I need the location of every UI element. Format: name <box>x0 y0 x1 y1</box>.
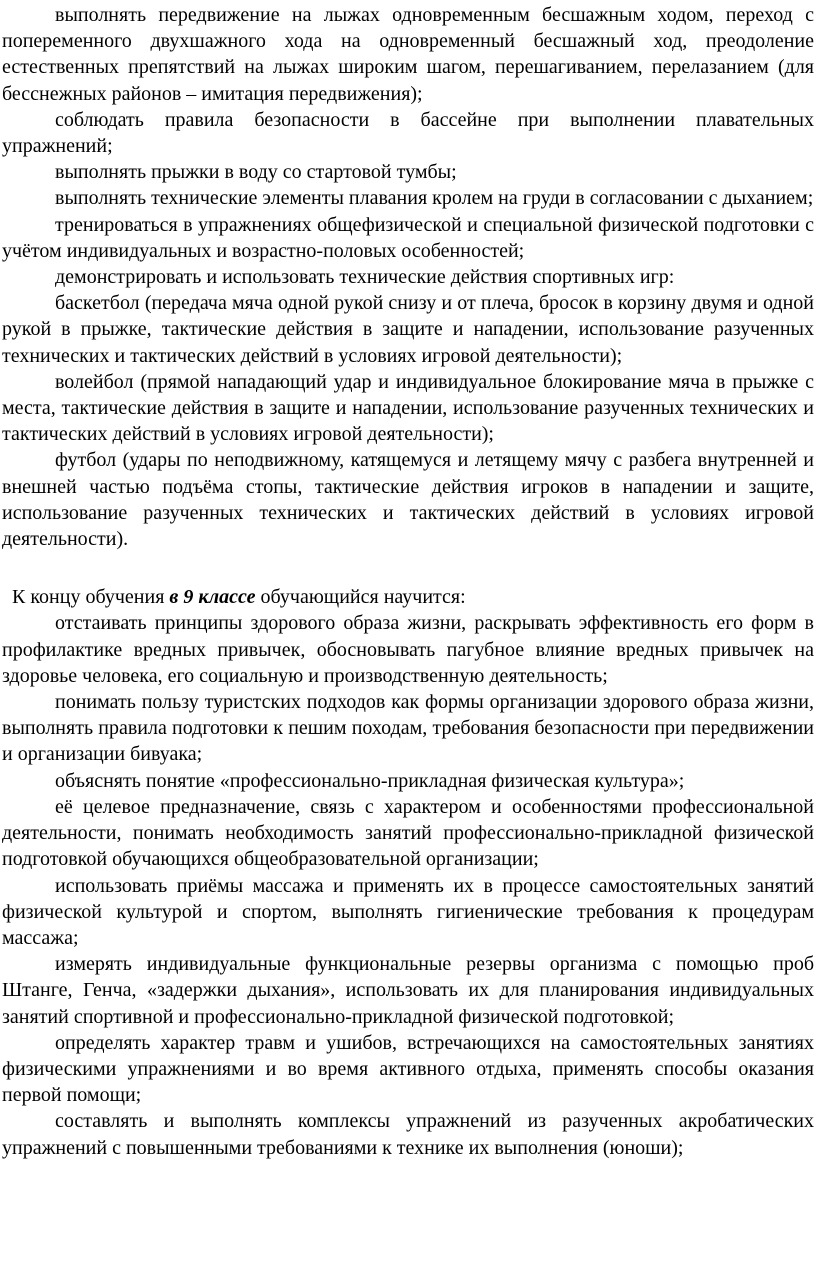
paragraph-healthy-lifestyle: отстаивать принципы здорового образа жизни, раскрывать эффективность его форм в профилактике вредных привычек, обосновывать пагубное влияние вредных привычек на здоровье человека, его социальную и производственную деятельность; <box>2 612 814 687</box>
heading-suffix: обучающийся научится: <box>255 586 466 609</box>
paragraph-sports-games: демонстрировать и использовать технические действия спортивных игр: <box>55 266 675 289</box>
paragraph-injuries: определять характер травм и ушибов, встречающихся на самостоятельных занятиях физическими упражнениями и во время активного отдыха, применять способы оказания первой помощи; <box>2 1031 814 1107</box>
heading-emphasis: в 9 классе <box>169 586 256 609</box>
paragraph-skiing: выполнять передвижение на лыжах одновременным бесшажным ходом, переход с попеременного двухшажного хода на одновременный бесшажный ход, преодоление естественных препятствий на лыжах широким шагом, перешагиванием, перелазанием (для бесснежных районов – имитация передвижения); <box>2 4 814 105</box>
paragraph-tourism: понимать пользу туристских подходов как формы организации здорового образа жизни, выполнять правила подготовки к пешим походам, требования безопасности при передвижении и организации бивуака; <box>2 691 814 766</box>
paragraph-massage: использовать приёмы массажа и применять их в процессе самостоятельных занятий физической культурой и спортом, выполнять гигиенические требования к процедурам массажа; <box>2 874 814 949</box>
paragraph-training: тренироваться в упражнениях общефизической и специальной физической подготовки с учётом индивидуальных и возрастно-половых особенностей; <box>2 213 814 262</box>
paragraph-applied-pe-purpose: её целевое предназначение, связь с характером и особенностями профессиональной деятельности, понимать необходимость занятий профессионально-прикладной физической подготовкой обучающихся общеобразовательной организации; <box>2 795 814 871</box>
paragraph-applied-pe: объяснять понятие «профессионально-прикладная физическая культура»; <box>55 769 685 792</box>
paragraph-football: футбол (удары по неподвижному, катящемуся и летящему мячу с разбега внутренней и внешней частью подъёма стопы, тактические действия игроков в нападении и защите, использование разученных технических и тактических действий в условиях игровой деятельности). <box>2 449 814 551</box>
paragraph-crawl-swimming: выполнять технические элементы плавания кролем на груди в согласовании с дыханием; <box>55 187 814 210</box>
paragraph-pool-safety: соблюдать правила безопасности в бассейне при выполнении плавательных упражнений; <box>2 108 814 158</box>
section-heading-grade-9 <box>2 584 814 610</box>
paragraph-basketball: баскетбол (передача мяча одной рукой снизу и от плеча, бросок в корзину двумя и одной рукой в прыжке, тактические действия в защите и нападении, использование разученных технических и тактических действий в условиях игровой деятельности); <box>2 292 814 367</box>
heading-prefix: К концу обучения <box>12 586 170 609</box>
paragraph-diving: выполнять прыжки в воду со стартовой тумбы; <box>55 161 457 184</box>
paragraph-functional-reserves: измерять индивидуальные функциональные резервы организма с помощью проб Штанге, Генча, «задержки дыхания», использовать их для планирования индивидуальных занятий спортивной и профессионально-прикладной физической подготовкой; <box>2 953 814 1028</box>
paragraph-volleyball: волейбол (прямой нападающий удар и индивидуальное блокирование мяча в прыжке с места, тактические действия в защите и нападении, использование разученных технических и тактических действий в условиях игровой деятельности); <box>2 370 814 446</box>
paragraph-acrobatics: составлять и выполнять комплексы упражнений из разученных акробатических упражнений с повышенными требованиями к технике их выполнения (юноши); <box>2 1110 814 1159</box>
